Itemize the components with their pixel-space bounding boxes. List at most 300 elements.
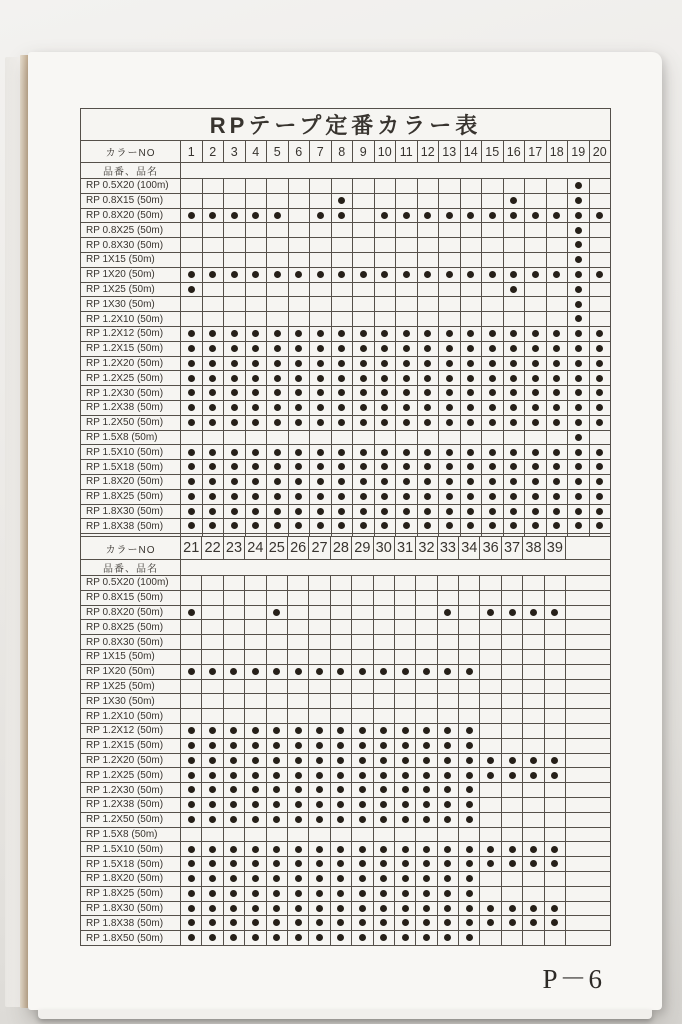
color-cell-18	[546, 208, 568, 223]
dot-mark	[380, 846, 387, 853]
color-cell-20	[589, 238, 611, 253]
color-cell-20	[589, 400, 611, 415]
dot-mark	[188, 360, 195, 367]
color-cell-8	[331, 193, 353, 208]
dot-mark	[510, 389, 517, 396]
color-no-header-cell: 5	[267, 141, 289, 163]
color-cell-9	[353, 445, 375, 460]
product-label: RP 1.2X12 (50m)	[81, 326, 181, 341]
color-cell-17	[525, 445, 547, 460]
dot-mark	[231, 330, 238, 337]
color-cell-36	[480, 931, 501, 946]
color-cell-4	[245, 430, 267, 445]
dot-mark	[316, 742, 323, 749]
color-cell-36	[480, 886, 501, 901]
color-cell-1	[181, 341, 203, 356]
color-cell-2	[202, 208, 224, 223]
dot-mark	[188, 286, 195, 293]
color-cell-11	[396, 282, 418, 297]
product-label: RP 1.5X18 (50m)	[81, 857, 181, 872]
color-cell-30	[373, 620, 394, 635]
dot-mark	[337, 727, 344, 734]
color-cell-20	[589, 179, 611, 194]
color-cell-6	[288, 193, 310, 208]
dot-mark	[467, 360, 474, 367]
color-no-header-cell: 10	[374, 141, 396, 163]
color-cell-27	[309, 590, 330, 605]
color-cell-31	[394, 664, 415, 679]
color-cell-7	[310, 179, 332, 194]
dot-mark	[381, 478, 388, 485]
dot-mark	[575, 330, 582, 337]
color-cell-14	[460, 312, 482, 327]
product-label: RP 1.2X50 (50m)	[81, 415, 181, 430]
color-cell-13	[439, 252, 461, 267]
color-cell-29	[352, 649, 373, 664]
dot-mark	[402, 757, 409, 764]
color-cell-1	[181, 267, 203, 282]
dot-mark	[209, 419, 216, 426]
product-label: RP 1.2X25 (50m)	[81, 768, 181, 783]
dot-mark	[188, 742, 195, 749]
color-cell-32	[416, 842, 437, 857]
dot-mark	[575, 271, 582, 278]
dot-mark	[510, 508, 517, 515]
color-cell-10	[374, 238, 396, 253]
color-cell-33	[437, 635, 458, 650]
dot-mark	[188, 449, 195, 456]
color-cell-24	[245, 931, 266, 946]
dot-mark	[273, 846, 280, 853]
color-cell-30	[373, 812, 394, 827]
color-no-header-cell: 33	[437, 537, 458, 560]
color-cell-36	[480, 797, 501, 812]
color-cell-21	[181, 694, 202, 709]
dot-mark	[252, 860, 259, 867]
color-cell-6	[288, 371, 310, 386]
color-cell-11	[396, 415, 418, 430]
color-cell-27	[309, 768, 330, 783]
color-cell-31	[394, 738, 415, 753]
color-cell-12	[417, 238, 439, 253]
dot-mark	[252, 801, 259, 808]
color-cell-15	[482, 326, 504, 341]
color-cell-39	[544, 886, 565, 901]
color-cell-10	[374, 386, 396, 401]
blank-cell	[566, 605, 611, 620]
color-cell-21	[181, 635, 202, 650]
dot-mark	[337, 742, 344, 749]
dot-mark	[274, 212, 281, 219]
dot-mark	[337, 757, 344, 764]
color-cell-20	[589, 415, 611, 430]
color-cell-19	[568, 208, 590, 223]
dot-mark	[402, 742, 409, 749]
dot-mark	[360, 508, 367, 515]
dot-mark	[359, 668, 366, 675]
color-cell-25	[266, 916, 287, 931]
color-cell-26	[287, 664, 308, 679]
color-cell-30	[373, 679, 394, 694]
color-cell-19	[568, 460, 590, 475]
product-label: RP 1.2X10 (50m)	[81, 312, 181, 327]
color-cell-24	[245, 842, 266, 857]
color-cell-17	[525, 460, 547, 475]
dot-mark	[530, 905, 537, 912]
blank-cell	[566, 723, 611, 738]
dot-mark	[273, 919, 280, 926]
dot-mark	[252, 522, 259, 529]
product-label: RP 1.2X25 (50m)	[81, 371, 181, 386]
color-cell-8	[331, 179, 353, 194]
dot-mark	[338, 360, 345, 367]
color-cell-39	[544, 709, 565, 724]
color-cell-32	[416, 871, 437, 886]
color-cell-4	[245, 400, 267, 415]
color-cell-21	[181, 590, 202, 605]
color-cell-2	[202, 356, 224, 371]
color-cell-8	[331, 267, 353, 282]
color-cell-19	[568, 504, 590, 519]
color-cell-36	[480, 783, 501, 798]
color-cell-31	[394, 842, 415, 857]
color-cell-27	[309, 842, 330, 857]
color-cell-9	[353, 223, 375, 238]
color-cell-10	[374, 252, 396, 267]
color-cell-29	[352, 886, 373, 901]
color-cell-23	[223, 812, 244, 827]
color-cell-32	[416, 664, 437, 679]
color-cell-30	[373, 901, 394, 916]
color-cell-18	[546, 460, 568, 475]
color-cell-17	[525, 474, 547, 489]
blank-cell	[566, 620, 611, 635]
color-cell-26	[287, 605, 308, 620]
dot-mark	[403, 345, 410, 352]
color-cell-17	[525, 400, 547, 415]
color-cell-28	[330, 827, 351, 842]
dot-mark	[466, 919, 473, 926]
color-cell-13	[439, 430, 461, 445]
color-cell-9	[353, 312, 375, 327]
color-cell-1	[181, 415, 203, 430]
color-cell-34	[459, 709, 480, 724]
color-cell-8	[331, 400, 353, 415]
dot-mark	[446, 389, 453, 396]
dot-mark	[575, 182, 582, 189]
color-cell-37	[501, 901, 522, 916]
dot-mark	[295, 860, 302, 867]
color-cell-18	[546, 386, 568, 401]
color-cell-18	[546, 252, 568, 267]
color-cell-29	[352, 797, 373, 812]
color-cell-27	[309, 857, 330, 872]
dot-mark	[231, 404, 238, 411]
dot-mark	[446, 522, 453, 529]
color-cell-34	[459, 768, 480, 783]
dot-mark	[510, 360, 517, 367]
color-cell-3	[224, 356, 246, 371]
dot-mark	[510, 404, 517, 411]
color-cell-27	[309, 916, 330, 931]
dot-mark	[423, 919, 430, 926]
color-cell-36	[480, 590, 501, 605]
blank-cell	[566, 901, 611, 916]
color-cell-33	[437, 605, 458, 620]
dot-mark	[188, 875, 195, 882]
dot-mark	[575, 301, 582, 308]
dot-mark	[188, 271, 195, 278]
dot-mark	[423, 772, 430, 779]
color-cell-36	[480, 620, 501, 635]
dot-mark	[295, 522, 302, 529]
color-cell-20	[589, 223, 611, 238]
color-cell-26	[287, 886, 308, 901]
color-cell-23	[223, 679, 244, 694]
color-cell-19	[568, 371, 590, 386]
color-cell-7	[310, 371, 332, 386]
color-cell-32	[416, 576, 437, 591]
color-cell-37	[501, 635, 522, 650]
color-cell-19	[568, 341, 590, 356]
color-cell-32	[416, 694, 437, 709]
color-cell-31	[394, 886, 415, 901]
color-cell-32	[416, 590, 437, 605]
color-cell-20	[589, 489, 611, 504]
color-no-header-cell: 13	[439, 141, 461, 163]
dot-mark	[380, 875, 387, 882]
color-cell-16	[503, 415, 525, 430]
color-cell-29	[352, 723, 373, 738]
color-cell-2	[202, 252, 224, 267]
dot-mark	[209, 860, 216, 867]
color-cell-17	[525, 297, 547, 312]
dot-mark	[209, 389, 216, 396]
color-cell-39	[544, 590, 565, 605]
color-cell-24	[245, 857, 266, 872]
color-cell-29	[352, 812, 373, 827]
dot-mark	[530, 609, 537, 616]
dot-mark	[381, 271, 388, 278]
color-cell-37	[501, 620, 522, 635]
dot-mark	[252, 919, 259, 926]
product-label: RP 1.2X30 (50m)	[81, 386, 181, 401]
color-cell-12	[417, 223, 439, 238]
dot-mark	[553, 271, 560, 278]
color-cell-34	[459, 886, 480, 901]
dot-mark	[316, 860, 323, 867]
dot-mark	[381, 522, 388, 529]
dot-mark	[530, 846, 537, 853]
dot-mark	[338, 404, 345, 411]
color-cell-21	[181, 857, 202, 872]
color-cell-3	[224, 460, 246, 475]
color-no-header-cell: 28	[330, 537, 351, 560]
color-cell-33	[437, 783, 458, 798]
color-cell-34	[459, 605, 480, 620]
color-cell-33	[437, 679, 458, 694]
color-cell-17	[525, 223, 547, 238]
color-cell-16	[503, 504, 525, 519]
color-cell-30	[373, 753, 394, 768]
dot-mark	[424, 345, 431, 352]
color-cell-25	[266, 605, 287, 620]
color-cell-25	[266, 620, 287, 635]
dot-mark	[446, 360, 453, 367]
dot-mark	[360, 419, 367, 426]
color-cell-5	[267, 460, 289, 475]
color-cell-14	[460, 519, 482, 534]
color-cell-33	[437, 694, 458, 709]
dot-mark	[337, 816, 344, 823]
color-cell-22	[202, 812, 223, 827]
color-cell-23	[223, 576, 244, 591]
color-no-header-cell: 38	[523, 537, 544, 560]
dot-mark	[252, 905, 259, 912]
color-cell-37	[501, 842, 522, 857]
dot-mark	[575, 375, 582, 382]
color-cell-34	[459, 827, 480, 842]
color-cell-34	[459, 871, 480, 886]
color-cell-21	[181, 842, 202, 857]
dot-mark	[209, 508, 216, 515]
product-label: RP 1.2X12 (50m)	[81, 723, 181, 738]
color-no-header-cell: 14	[460, 141, 482, 163]
dot-mark	[489, 508, 496, 515]
dot-mark	[274, 419, 281, 426]
color-cell-15	[482, 400, 504, 415]
color-cell-20	[589, 519, 611, 534]
dot-mark	[532, 360, 539, 367]
dot-mark	[532, 493, 539, 500]
color-cell-21	[181, 901, 202, 916]
color-no-header-label: カラーNO	[81, 141, 181, 163]
color-cell-32	[416, 635, 437, 650]
color-cell-7	[310, 445, 332, 460]
color-cell-38	[523, 916, 544, 931]
color-cell-37	[501, 753, 522, 768]
dot-mark	[274, 404, 281, 411]
dot-mark	[316, 786, 323, 793]
color-cell-7	[310, 252, 332, 267]
color-cell-8	[331, 312, 353, 327]
color-cell-20	[589, 356, 611, 371]
dot-mark	[188, 478, 195, 485]
dot-mark	[467, 212, 474, 219]
dot-mark	[231, 449, 238, 456]
color-cell-13	[439, 445, 461, 460]
color-cell-36	[480, 694, 501, 709]
color-cell-18	[546, 371, 568, 386]
color-cell-4	[245, 267, 267, 282]
color-cell-38	[523, 649, 544, 664]
color-cell-25	[266, 590, 287, 605]
color-cell-6	[288, 179, 310, 194]
product-label: RP 1.2X38 (50m)	[81, 797, 181, 812]
color-cell-33	[437, 871, 458, 886]
color-cell-39	[544, 857, 565, 872]
color-cell-14	[460, 474, 482, 489]
color-cell-6	[288, 252, 310, 267]
color-cell-11	[396, 238, 418, 253]
dot-mark	[209, 375, 216, 382]
color-cell-29	[352, 576, 373, 591]
product-label: RP 1X30 (50m)	[81, 297, 181, 312]
color-cell-14	[460, 326, 482, 341]
color-cell-5	[267, 208, 289, 223]
product-label: RP 1.2X30 (50m)	[81, 783, 181, 798]
dot-mark	[487, 609, 494, 616]
dot-mark	[424, 404, 431, 411]
color-cell-30	[373, 768, 394, 783]
color-no-header-cell: 11	[396, 141, 418, 163]
color-cell-25	[266, 738, 287, 753]
dot-mark	[230, 801, 237, 808]
dot-mark	[359, 860, 366, 867]
color-cell-5	[267, 326, 289, 341]
color-cell-10	[374, 504, 396, 519]
dot-mark	[188, 772, 195, 779]
color-no-header-cell: 8	[331, 141, 353, 163]
dot-mark	[209, 801, 216, 808]
blank-cell	[566, 590, 611, 605]
dot-mark	[338, 375, 345, 382]
color-cell-7	[310, 430, 332, 445]
dot-mark	[188, 345, 195, 352]
dot-mark	[274, 330, 281, 337]
color-no-header-cell: 37	[501, 537, 522, 560]
color-cell-27	[309, 605, 330, 620]
color-cell-32	[416, 768, 437, 783]
blank-cell	[566, 783, 611, 798]
dot-mark	[510, 212, 517, 219]
dot-mark	[295, 757, 302, 764]
color-cell-37	[501, 679, 522, 694]
color-cell-16	[503, 519, 525, 534]
dot-mark	[487, 905, 494, 912]
dot-mark	[231, 478, 238, 485]
color-cell-1	[181, 460, 203, 475]
dot-mark	[530, 757, 537, 764]
color-cell-2	[202, 193, 224, 208]
color-cell-33	[437, 916, 458, 931]
product-label: RP 1X25 (50m)	[81, 282, 181, 297]
color-cell-9	[353, 238, 375, 253]
blank-cell	[566, 738, 611, 753]
color-cell-17	[525, 326, 547, 341]
color-cell-26	[287, 827, 308, 842]
dot-mark	[209, 360, 216, 367]
color-cell-1	[181, 519, 203, 534]
color-cell-23	[223, 931, 244, 946]
color-cell-19	[568, 282, 590, 297]
color-cell-36	[480, 768, 501, 783]
color-cell-12	[417, 430, 439, 445]
color-cell-33	[437, 576, 458, 591]
dot-mark	[596, 389, 603, 396]
color-cell-33	[437, 738, 458, 753]
color-cell-36	[480, 901, 501, 916]
color-cell-18	[546, 341, 568, 356]
dot-mark	[424, 463, 431, 470]
dot-mark	[316, 919, 323, 926]
color-cell-3	[224, 193, 246, 208]
color-cell-22	[202, 931, 223, 946]
color-cell-6	[288, 312, 310, 327]
dot-mark	[403, 508, 410, 515]
color-cell-8	[331, 430, 353, 445]
dot-mark	[274, 375, 281, 382]
